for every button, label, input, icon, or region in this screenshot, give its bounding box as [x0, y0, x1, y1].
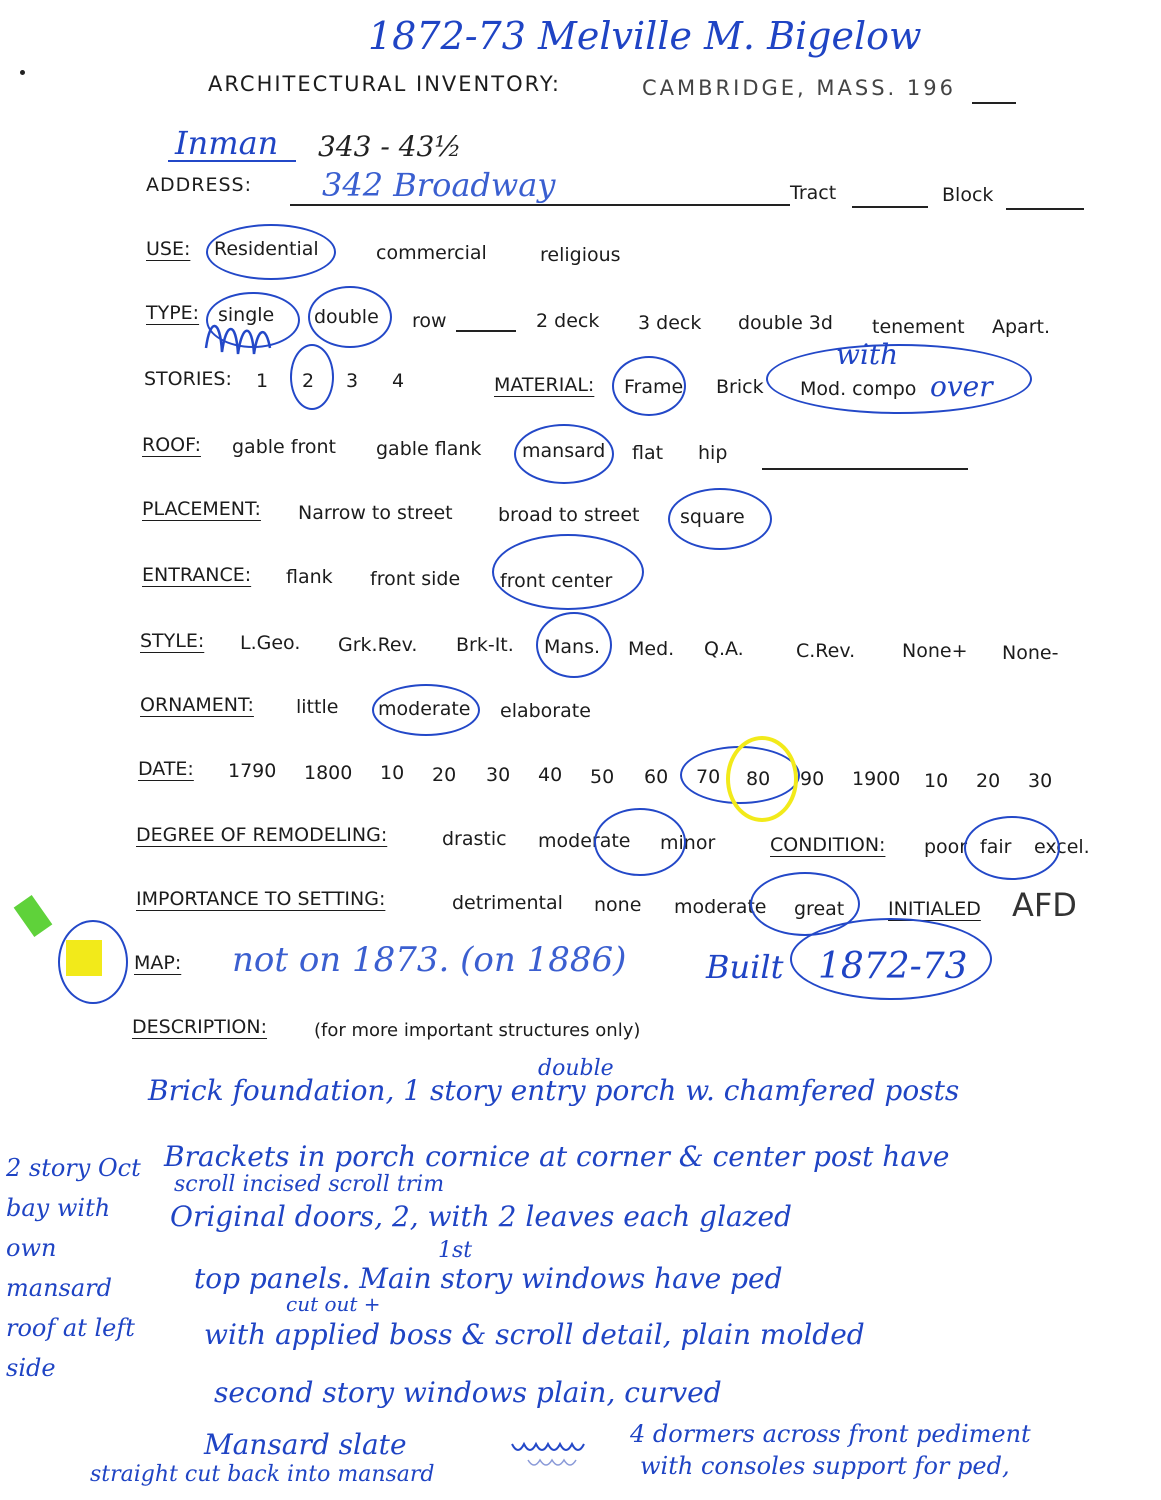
date-30b: 30	[1028, 770, 1053, 792]
roof-other-line	[762, 468, 968, 470]
style-none-minus: None-	[1002, 642, 1059, 664]
previous-street: Inman	[175, 124, 279, 162]
condition-excel: excel.	[1034, 836, 1090, 858]
material-note-with: with	[836, 338, 899, 371]
importance-label: IMPORTANCE TO SETTING:	[136, 888, 386, 910]
placement-narrow: Narrow to street	[298, 502, 453, 524]
date-10: 10	[380, 762, 405, 784]
header-handwritten-name: 1872-73 Melville M. Bigelow	[368, 14, 922, 58]
condition-poor: poor	[924, 836, 968, 858]
placement-square: square	[680, 506, 745, 528]
ornament-elaborate: elaborate	[500, 700, 591, 722]
entrance-front-side: front side	[370, 568, 461, 590]
address-label: ADDRESS:	[146, 174, 252, 196]
description-line-11: straight cut back into mansard	[90, 1462, 435, 1487]
roof-label: ROOF:	[142, 434, 201, 456]
yellow-circle-date-80	[726, 736, 798, 822]
style-label: STYLE:	[140, 630, 205, 652]
date-80: 80	[746, 768, 771, 790]
use-commercial: commercial	[376, 242, 487, 264]
circle-front-center	[492, 534, 644, 610]
circle-remodeling	[594, 808, 686, 876]
date-label: DATE:	[138, 758, 194, 780]
type-apart: Apart.	[992, 316, 1051, 338]
slate-pattern-sketch	[508, 1426, 600, 1474]
date-60: 60	[644, 766, 669, 788]
roof-mansard: mansard	[522, 440, 606, 462]
material-frame: Frame	[624, 376, 684, 398]
type-3deck: 3 deck	[638, 312, 702, 334]
circle-double	[308, 286, 392, 348]
condition-label: CONDITION:	[770, 834, 886, 856]
placement-broad: broad to street	[498, 504, 640, 526]
description-line-6: with applied boss & scroll detail, plain molded	[204, 1318, 865, 1351]
description-line-1: Brick foundation, 1 story entry porch w. chamfered posts	[148, 1074, 960, 1107]
placement-label: PLACEMENT:	[142, 498, 261, 520]
importance-great: great	[794, 898, 845, 920]
block-line	[1006, 208, 1084, 210]
roof-flat: flat	[632, 442, 664, 464]
entrance-front-center: front center	[500, 570, 613, 592]
description-line-3: scroll incised scroll trim	[174, 1172, 445, 1197]
material-label: MATERIAL:	[494, 374, 595, 396]
style-none-plus: None+	[902, 640, 968, 662]
importance-moderate: moderate	[674, 896, 767, 918]
description-line-10: with consoles support for ped,	[640, 1452, 1010, 1480]
style-lgeo: L.Geo.	[240, 632, 301, 654]
description-line-7: second story windows plain, curved	[214, 1376, 722, 1409]
remodeling-minor: minor	[660, 832, 716, 854]
date-10b: 10	[924, 770, 949, 792]
description-insert-cutout: cut out +	[286, 1292, 381, 1316]
initialed-label: INITIALED	[888, 898, 981, 920]
initialed-value: AFD	[1012, 886, 1077, 924]
importance-detrimental: detrimental	[452, 892, 563, 914]
circle-residential	[206, 224, 336, 280]
use-residential: Residential	[214, 238, 319, 260]
date-70: 70	[696, 766, 721, 788]
date-90: 90	[800, 768, 825, 790]
type-row: row	[412, 310, 447, 332]
previous-street-underline	[168, 160, 296, 162]
circle-moderate	[372, 684, 480, 736]
description-line-5: top panels. Main story windows have ped	[194, 1262, 783, 1295]
circle-square	[668, 488, 772, 550]
ornament-moderate: moderate	[378, 698, 471, 720]
date-30: 30	[486, 764, 511, 786]
remodeling-drastic: drastic	[442, 828, 507, 850]
description-label: DESCRIPTION:	[132, 1016, 268, 1038]
date-1900: 1900	[852, 768, 901, 790]
condition-fair: fair	[980, 836, 1012, 858]
previous-numbers: 343 - 43½	[318, 130, 462, 163]
style-mans: Mans.	[544, 636, 601, 658]
map-built-value: 1872-73	[818, 946, 968, 987]
side-note: 2 story Oct bay with own mansard roof at left side	[6, 1154, 141, 1382]
roof-hip: hip	[698, 442, 728, 464]
form-place: CAMBRIDGE, MASS. 196	[642, 76, 956, 100]
entrance-label: ENTRANCE:	[142, 564, 252, 586]
stories-2: 2	[302, 370, 315, 392]
ornament-label: ORNAMENT:	[140, 694, 254, 716]
map-built-label: Built	[706, 948, 784, 986]
stories-1: 1	[256, 370, 269, 392]
stories-label: STORIES:	[144, 368, 232, 390]
ink-dot	[20, 70, 25, 75]
year-blank-line	[972, 102, 1016, 104]
type-double-3d: double 3d	[738, 312, 833, 334]
green-highlight-mark	[14, 895, 53, 937]
style-crev: C.Rev.	[796, 640, 856, 662]
date-1800: 1800	[304, 762, 353, 784]
circle-frame	[612, 356, 686, 416]
material-brick: Brick	[716, 376, 764, 398]
circle-fair	[964, 816, 1060, 880]
circle-stories-2	[290, 344, 334, 410]
use-religious: religious	[540, 244, 621, 266]
circle-mod-compo	[766, 344, 1032, 414]
use-label: USE:	[146, 238, 191, 260]
style-grkrev: Grk.Rev.	[338, 634, 418, 656]
date-50: 50	[590, 766, 615, 788]
date-1790: 1790	[228, 760, 277, 782]
map-note: not on 1873. (on 1886)	[232, 940, 627, 980]
remodeling-label: DEGREE OF REMODELING:	[136, 824, 388, 846]
stories-4: 4	[392, 370, 405, 392]
address-line	[290, 204, 790, 206]
circle-built	[790, 918, 992, 1000]
block-label: Block	[942, 184, 994, 206]
material-mod-compo: Mod. compo	[800, 378, 917, 400]
date-20: 20	[432, 764, 457, 786]
scribble-single	[200, 308, 280, 362]
type-double: double	[314, 306, 379, 328]
importance-none: none	[594, 894, 642, 916]
description-line-4: Original doors, 2, with 2 leaves each glazed	[170, 1200, 792, 1233]
date-20b: 20	[976, 770, 1001, 792]
tract-line	[852, 206, 928, 208]
type-row-line	[456, 330, 516, 332]
stories-3: 3	[346, 370, 359, 392]
date-40: 40	[538, 764, 563, 786]
entrance-flank: flank	[286, 566, 333, 588]
ornament-little: little	[296, 696, 339, 718]
tract-label: Tract	[790, 182, 837, 204]
type-single: single	[218, 304, 275, 326]
description-hint: (for more important structures only)	[314, 1020, 641, 1041]
circle-map-flag	[58, 920, 128, 1004]
map-label: MAP:	[134, 952, 182, 974]
circle-mansard	[514, 424, 614, 484]
material-note-over: over	[930, 370, 993, 403]
style-brkit: Brk-It.	[456, 634, 514, 656]
roof-gable-front: gable front	[232, 436, 336, 458]
description-insert-double: double	[538, 1056, 614, 1081]
roof-gable-flank: gable flank	[376, 438, 482, 460]
description-line-8: Mansard slate	[204, 1428, 407, 1461]
description-line-9: 4 dormers across front pediment	[630, 1420, 1031, 1448]
address-value: 342 Broadway	[322, 166, 556, 204]
description-insert-1st: 1st	[438, 1238, 473, 1263]
description-line-2: Brackets in porch cornice at corner & center post have	[164, 1140, 950, 1173]
type-label: TYPE:	[146, 302, 200, 324]
style-med: Med.	[628, 638, 675, 660]
type-tenement: tenement	[872, 316, 965, 338]
circle-mans	[536, 612, 612, 678]
remodeling-moderate: moderate	[538, 830, 631, 852]
style-qa: Q.A.	[704, 638, 744, 660]
form-title: ARCHITECTURAL INVENTORY:	[208, 72, 561, 96]
type-2deck: 2 deck	[536, 310, 600, 332]
